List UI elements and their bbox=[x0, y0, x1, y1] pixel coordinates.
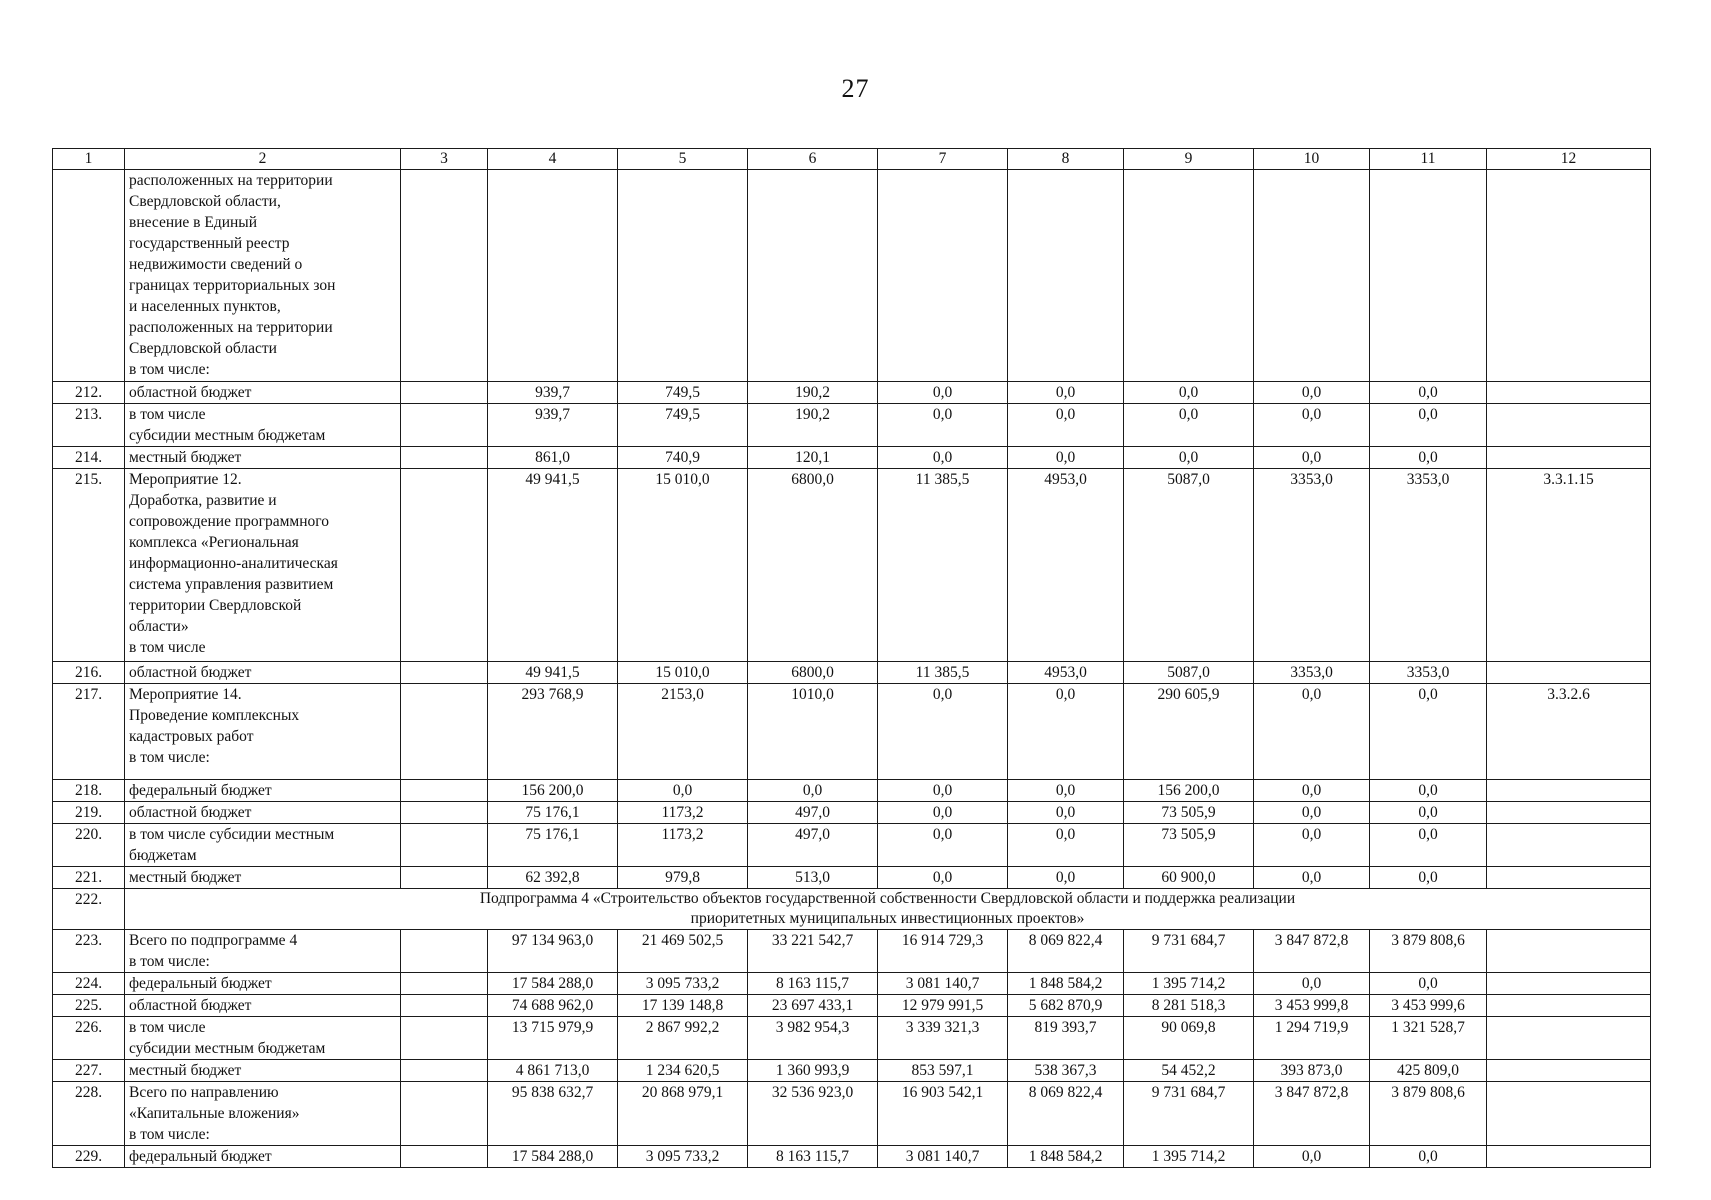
item-name bbox=[125, 447, 401, 469]
row-number: 222. bbox=[53, 889, 125, 930]
value-cell: 0,0 bbox=[878, 382, 1008, 404]
empty-cell bbox=[401, 404, 488, 447]
value-cell: 1 848 584,2 bbox=[1008, 973, 1124, 995]
empty-cell bbox=[401, 973, 488, 995]
value-cell: 0,0 bbox=[1124, 447, 1254, 469]
item-name bbox=[125, 684, 401, 780]
value-cell: 1 294 719,9 bbox=[1254, 1017, 1370, 1060]
row-number: 229. bbox=[53, 1146, 125, 1168]
item-name bbox=[125, 1017, 401, 1060]
value-cell: 2153,0 bbox=[618, 684, 748, 780]
value-cell: 3 879 808,6 bbox=[1370, 930, 1487, 973]
item-name bbox=[125, 1060, 401, 1082]
value-cell: 0,0 bbox=[878, 780, 1008, 802]
page-number: 27 bbox=[841, 74, 870, 103]
value-cell: 749,5 bbox=[618, 404, 748, 447]
target-code bbox=[1487, 995, 1651, 1017]
table-row bbox=[53, 684, 1651, 780]
value-cell: 425 809,0 bbox=[1370, 1060, 1487, 1082]
value-cell: 853 597,1 bbox=[878, 1060, 1008, 1082]
value-cell: 0,0 bbox=[1254, 447, 1370, 469]
value-cell: 0,0 bbox=[878, 824, 1008, 867]
value-cell: 3 847 872,8 bbox=[1254, 1082, 1370, 1146]
row-number: 216. bbox=[53, 662, 125, 684]
value-cell: 0,0 bbox=[878, 447, 1008, 469]
empty-cell bbox=[401, 995, 488, 1017]
value-cell: 393 873,0 bbox=[1254, 1060, 1370, 1082]
value-cell: 1 395 714,2 bbox=[1124, 1146, 1254, 1168]
table-row bbox=[53, 802, 1651, 824]
value-cell: 6800,0 bbox=[748, 662, 878, 684]
subprogram-title-line: приоритетных муниципальных инвестиционных проектов» bbox=[690, 910, 1085, 927]
column-header: 2 bbox=[125, 149, 401, 170]
item-name bbox=[125, 867, 401, 889]
target-code bbox=[1487, 1082, 1651, 1146]
value-cell: 73 505,9 bbox=[1124, 802, 1254, 824]
value-cell: 90 069,8 bbox=[1124, 1017, 1254, 1060]
item-name-line: информационно-аналитическая bbox=[129, 555, 338, 572]
value-cell: 0,0 bbox=[1370, 973, 1487, 995]
value-cell bbox=[748, 170, 878, 382]
target-code bbox=[1487, 382, 1651, 404]
row-number: 223. bbox=[53, 930, 125, 973]
row-number: 228. bbox=[53, 1082, 125, 1146]
table-row bbox=[53, 780, 1651, 802]
item-name-line: Свердловской области, bbox=[129, 193, 281, 210]
column-header: 11 bbox=[1370, 149, 1487, 170]
empty-cell bbox=[401, 867, 488, 889]
row-number: 224. bbox=[53, 973, 125, 995]
item-name-line: местный бюджет bbox=[129, 449, 242, 466]
value-cell bbox=[1008, 170, 1124, 382]
item-name bbox=[125, 780, 401, 802]
value-cell: 0,0 bbox=[1254, 1146, 1370, 1168]
item-name-line: «Капитальные вложения» bbox=[129, 1105, 300, 1122]
subprogram-title-line: Подпрограмма 4 «Строительство объектов государственной собственности Свердловской области и поддержка реализации bbox=[479, 890, 1296, 907]
value-cell: 979,8 bbox=[618, 867, 748, 889]
value-cell: 120,1 bbox=[748, 447, 878, 469]
subprogram-row bbox=[53, 889, 1651, 930]
value-cell: 0,0 bbox=[618, 780, 748, 802]
value-cell: 20 868 979,1 bbox=[618, 1082, 748, 1146]
value-cell: 1 234 620,5 bbox=[618, 1060, 748, 1082]
item-name-line: Доработка, развитие и bbox=[129, 492, 277, 509]
value-cell: 0,0 bbox=[1008, 447, 1124, 469]
value-cell: 749,5 bbox=[618, 382, 748, 404]
table-row bbox=[53, 973, 1651, 995]
table-row bbox=[53, 662, 1651, 684]
value-cell: 11 385,5 bbox=[878, 662, 1008, 684]
subprogram-title bbox=[125, 889, 1651, 930]
value-cell: 0,0 bbox=[1008, 780, 1124, 802]
value-cell: 97 134 963,0 bbox=[488, 930, 618, 973]
value-cell: 190,2 bbox=[748, 382, 878, 404]
value-cell: 17 584 288,0 bbox=[488, 973, 618, 995]
header-row bbox=[53, 149, 1651, 170]
value-cell: 13 715 979,9 bbox=[488, 1017, 618, 1060]
value-cell: 156 200,0 bbox=[488, 780, 618, 802]
item-name bbox=[125, 1146, 401, 1168]
target-code bbox=[1487, 404, 1651, 447]
value-cell bbox=[1124, 170, 1254, 382]
value-cell: 8 069 822,4 bbox=[1008, 1082, 1124, 1146]
value-cell: 0,0 bbox=[1008, 684, 1124, 780]
item-name-line: границах территориальных зон bbox=[129, 277, 336, 294]
value-cell bbox=[878, 170, 1008, 382]
table-row bbox=[53, 404, 1651, 447]
row-number: 218. bbox=[53, 780, 125, 802]
value-cell bbox=[488, 170, 618, 382]
row-number: 215. bbox=[53, 469, 125, 662]
item-name-line: местный бюджет bbox=[129, 869, 242, 886]
value-cell: 0,0 bbox=[1008, 802, 1124, 824]
value-cell: 15 010,0 bbox=[618, 662, 748, 684]
item-name-line: областной бюджет bbox=[129, 997, 252, 1014]
empty-cell bbox=[401, 1146, 488, 1168]
value-cell: 2 867 992,2 bbox=[618, 1017, 748, 1060]
column-header: 12 bbox=[1487, 149, 1651, 170]
value-cell: 32 536 923,0 bbox=[748, 1082, 878, 1146]
value-cell: 54 452,2 bbox=[1124, 1060, 1254, 1082]
value-cell: 95 838 632,7 bbox=[488, 1082, 618, 1146]
value-cell: 939,7 bbox=[488, 404, 618, 447]
value-cell: 3 095 733,2 bbox=[618, 973, 748, 995]
item-name-line: области» bbox=[129, 618, 189, 635]
item-name-line: областной бюджет bbox=[129, 664, 252, 681]
item-name-line: Всего по подпрограмме 4 bbox=[129, 932, 298, 949]
value-cell: 0,0 bbox=[878, 867, 1008, 889]
value-cell: 8 069 822,4 bbox=[1008, 930, 1124, 973]
value-cell: 3 081 140,7 bbox=[878, 1146, 1008, 1168]
value-cell: 16 903 542,1 bbox=[878, 1082, 1008, 1146]
value-cell bbox=[1370, 170, 1487, 382]
row-number: 226. bbox=[53, 1017, 125, 1060]
value-cell: 293 768,9 bbox=[488, 684, 618, 780]
value-cell: 819 393,7 bbox=[1008, 1017, 1124, 1060]
value-cell: 16 914 729,3 bbox=[878, 930, 1008, 973]
item-name-line: кадастровых работ bbox=[129, 728, 254, 745]
item-name-line: в том числе: bbox=[129, 953, 210, 970]
value-cell: 513,0 bbox=[748, 867, 878, 889]
column-header: 6 bbox=[748, 149, 878, 170]
item-name-line: федеральный бюджет bbox=[129, 975, 272, 992]
value-cell: 75 176,1 bbox=[488, 824, 618, 867]
value-cell: 1173,2 bbox=[618, 802, 748, 824]
table-row bbox=[53, 995, 1651, 1017]
value-cell: 0,0 bbox=[1254, 404, 1370, 447]
value-cell: 15 010,0 bbox=[618, 469, 748, 662]
value-cell: 3 982 954,3 bbox=[748, 1017, 878, 1060]
empty-cell bbox=[401, 469, 488, 662]
value-cell: 0,0 bbox=[1370, 780, 1487, 802]
value-cell: 0,0 bbox=[748, 780, 878, 802]
empty-cell bbox=[401, 1060, 488, 1082]
item-name bbox=[125, 469, 401, 662]
value-cell: 4953,0 bbox=[1008, 662, 1124, 684]
row-number: 213. bbox=[53, 404, 125, 447]
row-number: 217. bbox=[53, 684, 125, 780]
column-header: 8 bbox=[1008, 149, 1124, 170]
value-cell: 9 731 684,7 bbox=[1124, 1082, 1254, 1146]
row-number: 212. bbox=[53, 382, 125, 404]
value-cell: 11 385,5 bbox=[878, 469, 1008, 662]
item-name-line: субсидии местным бюджетам bbox=[129, 427, 326, 444]
value-cell: 0,0 bbox=[1008, 824, 1124, 867]
row-number: 227. bbox=[53, 1060, 125, 1082]
value-cell: 3 081 140,7 bbox=[878, 973, 1008, 995]
item-name-line: субсидии местным бюджетам bbox=[129, 1040, 326, 1057]
row-number: 219. bbox=[53, 802, 125, 824]
item-name-line: недвижимости сведений о bbox=[129, 256, 303, 273]
table-row bbox=[53, 469, 1651, 662]
item-name bbox=[125, 802, 401, 824]
value-cell: 1173,2 bbox=[618, 824, 748, 867]
value-cell: 0,0 bbox=[1370, 867, 1487, 889]
empty-cell bbox=[401, 1082, 488, 1146]
target-code bbox=[1487, 170, 1651, 382]
value-cell: 497,0 bbox=[748, 802, 878, 824]
item-name-line: бюджетам bbox=[129, 847, 197, 864]
value-cell: 4 861 713,0 bbox=[488, 1060, 618, 1082]
empty-cell bbox=[401, 662, 488, 684]
table-row bbox=[53, 1060, 1651, 1082]
value-cell: 3353,0 bbox=[1254, 469, 1370, 662]
target-code bbox=[1487, 1146, 1651, 1168]
value-cell: 0,0 bbox=[1254, 382, 1370, 404]
value-cell: 3353,0 bbox=[1370, 662, 1487, 684]
value-cell: 497,0 bbox=[748, 824, 878, 867]
value-cell: 0,0 bbox=[878, 802, 1008, 824]
value-cell: 49 941,5 bbox=[488, 662, 618, 684]
table-row bbox=[53, 867, 1651, 889]
value-cell: 12 979 991,5 bbox=[878, 995, 1008, 1017]
empty-cell bbox=[401, 824, 488, 867]
target-code bbox=[1487, 802, 1651, 824]
item-name-line: государственный реестр bbox=[129, 235, 290, 252]
value-cell: 538 367,3 bbox=[1008, 1060, 1124, 1082]
value-cell: 5 682 870,9 bbox=[1008, 995, 1124, 1017]
table-row bbox=[53, 447, 1651, 469]
item-name-line: внесение в Единый bbox=[129, 214, 258, 231]
value-cell: 23 697 433,1 bbox=[748, 995, 878, 1017]
empty-cell bbox=[401, 930, 488, 973]
item-name bbox=[125, 662, 401, 684]
table-row bbox=[53, 382, 1651, 404]
empty-cell bbox=[401, 170, 488, 382]
value-cell: 8 281 518,3 bbox=[1124, 995, 1254, 1017]
column-header: 4 bbox=[488, 149, 618, 170]
item-name-line: и населенных пунктов, bbox=[129, 298, 281, 315]
value-cell: 60 900,0 bbox=[1124, 867, 1254, 889]
item-name-line: в том числе: bbox=[129, 361, 210, 378]
value-cell: 0,0 bbox=[1370, 382, 1487, 404]
row-number: 225. bbox=[53, 995, 125, 1017]
empty-cell bbox=[401, 780, 488, 802]
value-cell: 3 453 999,6 bbox=[1370, 995, 1487, 1017]
value-cell: 21 469 502,5 bbox=[618, 930, 748, 973]
value-cell: 1010,0 bbox=[748, 684, 878, 780]
item-name-line: расположенных на территории bbox=[129, 172, 333, 189]
value-cell: 0,0 bbox=[1254, 684, 1370, 780]
value-cell: 0,0 bbox=[878, 404, 1008, 447]
value-cell: 3 095 733,2 bbox=[618, 1146, 748, 1168]
column-header: 5 bbox=[618, 149, 748, 170]
item-name-line: комплекса «Региональная bbox=[129, 534, 299, 551]
target-code bbox=[1487, 930, 1651, 973]
item-name bbox=[125, 382, 401, 404]
target-code bbox=[1487, 867, 1651, 889]
value-cell: 62 392,8 bbox=[488, 867, 618, 889]
value-cell: 0,0 bbox=[1254, 973, 1370, 995]
item-name bbox=[125, 824, 401, 867]
value-cell: 74 688 962,0 bbox=[488, 995, 618, 1017]
item-name-line: местный бюджет bbox=[129, 1062, 242, 1079]
empty-cell bbox=[401, 802, 488, 824]
value-cell: 0,0 bbox=[1370, 684, 1487, 780]
target-code: 3.3.1.15 bbox=[1487, 469, 1651, 662]
target-code: 3.3.2.6 bbox=[1487, 684, 1651, 780]
item-name-line: расположенных на территории bbox=[129, 319, 333, 336]
table-row bbox=[53, 930, 1651, 973]
table-row bbox=[53, 1146, 1651, 1168]
value-cell: 0,0 bbox=[1124, 404, 1254, 447]
item-name-line: Мероприятие 12. bbox=[129, 471, 242, 488]
empty-cell bbox=[401, 447, 488, 469]
target-code bbox=[1487, 447, 1651, 469]
value-cell: 9 731 684,7 bbox=[1124, 930, 1254, 973]
item-name-line: Всего по направлению bbox=[129, 1084, 279, 1101]
value-cell: 5087,0 bbox=[1124, 469, 1254, 662]
item-name bbox=[125, 404, 401, 447]
value-cell: 1 360 993,9 bbox=[748, 1060, 878, 1082]
item-name-line: в том числе: bbox=[129, 749, 210, 766]
value-cell: 0,0 bbox=[1370, 802, 1487, 824]
value-cell: 4953,0 bbox=[1008, 469, 1124, 662]
row-number: 214. bbox=[53, 447, 125, 469]
value-cell bbox=[1254, 170, 1370, 382]
column-header: 10 bbox=[1254, 149, 1370, 170]
value-cell: 3353,0 bbox=[1254, 662, 1370, 684]
item-name-line: федеральный бюджет bbox=[129, 1148, 272, 1165]
empty-cell bbox=[401, 684, 488, 780]
empty-cell bbox=[401, 382, 488, 404]
value-cell: 0,0 bbox=[1124, 382, 1254, 404]
item-name-line: в том числе субсидии местным bbox=[129, 826, 335, 843]
item-name-line: система управления развитием bbox=[129, 576, 334, 593]
value-cell: 49 941,5 bbox=[488, 469, 618, 662]
value-cell: 3 879 808,6 bbox=[1370, 1082, 1487, 1146]
table-row bbox=[53, 1017, 1651, 1060]
value-cell: 0,0 bbox=[1254, 824, 1370, 867]
value-cell: 190,2 bbox=[748, 404, 878, 447]
row-number bbox=[53, 170, 125, 382]
value-cell: 0,0 bbox=[1370, 1146, 1487, 1168]
value-cell: 1 848 584,2 bbox=[1008, 1146, 1124, 1168]
value-cell: 3 453 999,8 bbox=[1254, 995, 1370, 1017]
value-cell: 740,9 bbox=[618, 447, 748, 469]
row-number: 221. bbox=[53, 867, 125, 889]
value-cell: 73 505,9 bbox=[1124, 824, 1254, 867]
value-cell: 0,0 bbox=[1008, 867, 1124, 889]
target-code bbox=[1487, 1060, 1651, 1082]
value-cell: 0,0 bbox=[1370, 824, 1487, 867]
value-cell bbox=[618, 170, 748, 382]
item-name-line: в том числе: bbox=[129, 1126, 210, 1143]
item-name-line: в том числе bbox=[129, 639, 206, 656]
value-cell: 3 339 321,3 bbox=[878, 1017, 1008, 1060]
value-cell: 0,0 bbox=[1008, 382, 1124, 404]
value-cell: 8 163 115,7 bbox=[748, 973, 878, 995]
table-row bbox=[53, 824, 1651, 867]
value-cell: 0,0 bbox=[1008, 404, 1124, 447]
target-code bbox=[1487, 1017, 1651, 1060]
column-header: 1 bbox=[53, 149, 125, 170]
item-name bbox=[125, 995, 401, 1017]
value-cell: 939,7 bbox=[488, 382, 618, 404]
item-name-line: в том числе bbox=[129, 406, 206, 423]
value-cell: 6800,0 bbox=[748, 469, 878, 662]
item-name-line: территории Свердловской bbox=[129, 597, 302, 614]
target-code bbox=[1487, 780, 1651, 802]
row-number: 220. bbox=[53, 824, 125, 867]
column-header: 3 bbox=[401, 149, 488, 170]
item-name-line: Проведение комплексных bbox=[129, 707, 300, 724]
value-cell: 0,0 bbox=[1370, 447, 1487, 469]
value-cell: 8 163 115,7 bbox=[748, 1146, 878, 1168]
column-header: 7 bbox=[878, 149, 1008, 170]
table-row bbox=[53, 1082, 1651, 1146]
empty-cell bbox=[401, 1017, 488, 1060]
table-row bbox=[53, 170, 1651, 382]
item-name-line: областной бюджет bbox=[129, 384, 252, 401]
item-name bbox=[125, 930, 401, 973]
value-cell: 5087,0 bbox=[1124, 662, 1254, 684]
item-name bbox=[125, 1082, 401, 1146]
item-name-line: федеральный бюджет bbox=[129, 782, 272, 799]
target-code bbox=[1487, 824, 1651, 867]
item-name-line: Свердловской области bbox=[129, 340, 277, 357]
target-code bbox=[1487, 973, 1651, 995]
item-name bbox=[125, 973, 401, 995]
value-cell: 1 321 528,7 bbox=[1370, 1017, 1487, 1060]
value-cell: 1 395 714,2 bbox=[1124, 973, 1254, 995]
value-cell: 0,0 bbox=[1254, 802, 1370, 824]
item-name bbox=[125, 170, 401, 382]
value-cell: 861,0 bbox=[488, 447, 618, 469]
value-cell: 17 139 148,8 bbox=[618, 995, 748, 1017]
item-name-line: Мероприятие 14. bbox=[129, 686, 242, 703]
value-cell: 3353,0 bbox=[1370, 469, 1487, 662]
item-name-line: сопровождение программного bbox=[129, 513, 329, 530]
budget-table bbox=[52, 148, 1651, 1168]
item-name-line: областной бюджет bbox=[129, 804, 252, 821]
value-cell: 17 584 288,0 bbox=[488, 1146, 618, 1168]
column-header: 9 bbox=[1124, 149, 1254, 170]
value-cell: 0,0 bbox=[878, 684, 1008, 780]
value-cell: 156 200,0 bbox=[1124, 780, 1254, 802]
value-cell: 75 176,1 bbox=[488, 802, 618, 824]
target-code bbox=[1487, 662, 1651, 684]
item-name-line: в том числе bbox=[129, 1019, 206, 1036]
value-cell: 0,0 bbox=[1254, 780, 1370, 802]
value-cell: 0,0 bbox=[1370, 404, 1487, 447]
value-cell: 3 847 872,8 bbox=[1254, 930, 1370, 973]
value-cell: 0,0 bbox=[1254, 867, 1370, 889]
value-cell: 33 221 542,7 bbox=[748, 930, 878, 973]
value-cell: 290 605,9 bbox=[1124, 684, 1254, 780]
